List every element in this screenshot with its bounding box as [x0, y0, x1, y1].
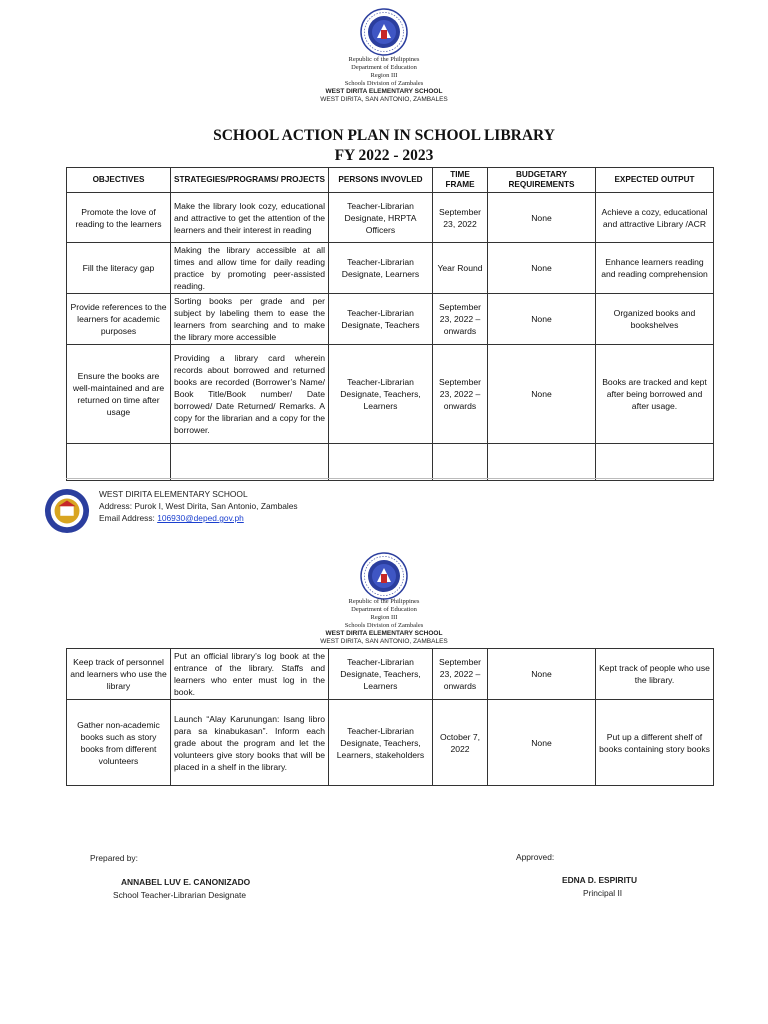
table-row — [67, 294, 714, 345]
table-cell: Providing a library card wherein records about borrowed and returned books are recorded (Borrower’s Name/ Book Title/Book number/ Date borrowed/ Date Returned/ Remarks. A copy for the librarian and a copy for the borrower. — [171, 345, 329, 444]
table-row — [67, 649, 714, 700]
letterhead-line: Department of Education — [351, 606, 417, 613]
footer-school: WEST DIRITA ELEMENTARY SCHOOL — [99, 489, 248, 499]
letterhead-line: Schools Division of Zambales — [344, 622, 424, 629]
table-row-empty — [67, 444, 714, 481]
table-cell: Launch “Alay Karunungan: Isang libro para sa kinabukasan”. Inform each grade about the program and let the volunteers give story books that will be placed in a shelf in the library. — [171, 700, 329, 786]
prepared-label: Prepared by: — [90, 853, 138, 863]
letterhead-school: WEST DIRITA ELEMENTARY SCHOOL — [325, 88, 443, 95]
table-cell: September 23, 2022 – onwards — [433, 294, 488, 345]
letterhead-1 — [0, 56, 768, 104]
prepared-title: School Teacher-Librarian Designate — [113, 890, 246, 900]
table-cell: Ensure the books are well-maintained and are returned on time after usage — [67, 345, 171, 444]
letterhead-2 — [0, 598, 768, 646]
table-cell: Teacher-Librarian Designate, Teachers, Learners, stakeholders — [329, 700, 433, 786]
letterhead-line: Schools Division of Zambales — [344, 80, 424, 87]
approved-title: Principal II — [583, 888, 623, 898]
table-cell: October 7, 2022 — [433, 700, 488, 786]
column-header: TIME FRAME — [433, 168, 488, 193]
deped-seal-icon — [360, 552, 408, 600]
letterhead-school: WEST DIRITA ELEMENTARY SCHOOL — [325, 630, 443, 637]
deped-seal-icon — [360, 8, 408, 56]
page-subtitle: FY 2022 - 2023 — [334, 147, 434, 164]
action-plan-table — [66, 167, 714, 481]
column-header: OBJECTIVES — [67, 168, 171, 193]
table-cell: None — [488, 193, 596, 243]
table-row — [67, 345, 714, 444]
letterhead-line: Department of Education — [351, 64, 417, 71]
prepared-name: ANNABEL LUV E. CANONIZADO — [121, 877, 251, 887]
table-cell: Books are tracked and kept after being borrowed and after usage. — [596, 345, 714, 444]
table-row — [67, 700, 714, 786]
column-header: BUDGETARY REQUIREMENTS — [488, 168, 596, 193]
school-logo-icon — [44, 488, 90, 534]
table-cell: Put up a different shelf of books containing story books — [596, 700, 714, 786]
table-cell: Teacher-Librarian Designate, Teachers, Learners — [329, 345, 433, 444]
table-cell: Keep track of personnel and learners who use the library — [67, 649, 171, 700]
column-header: PERSONS INVOVLED — [329, 168, 433, 193]
table-cell: Sorting books per grade and per subject by labeling them to ease the learners from searching and to make the library more accessible — [171, 294, 329, 345]
email-link[interactable]: 106930@deped.gov.ph — [157, 513, 244, 523]
table-cell: None — [488, 345, 596, 444]
table-cell: Provide references to the learners for academic purposes — [67, 294, 171, 345]
table-cell: Gather non-academic books such as story books from different volunteers — [67, 700, 171, 786]
approved-label: Approved: — [516, 852, 555, 862]
table-cell: September 23, 2022 — [433, 193, 488, 243]
letterhead-line: Region III — [370, 72, 398, 79]
table-cell: Teacher-Librarian Designate, Learners — [329, 243, 433, 294]
page-title: SCHOOL ACTION PLAN IN SCHOOL LIBRARY — [213, 127, 555, 144]
table-cell: Put an official library’s log book at the entrance of the library. Staffs and learners who enter must log in the book. — [171, 649, 329, 700]
table-cell: Making the library accessible at all times and allow time for daily reading practice by promoting peer-assisted reading. — [171, 243, 329, 294]
table-cell: Organized books and bookshelves — [596, 294, 714, 345]
letterhead-line: Republic of the Philippines — [348, 598, 420, 605]
footer-email-line — [99, 512, 298, 524]
table-cell: Teacher-Librarian Designate, Teachers, Learners — [329, 649, 433, 700]
footer-address: Address: Purok I, West Dirita, San Antonio, Zambales — [99, 501, 298, 511]
footer-email-label: Email Address: — [99, 513, 158, 523]
column-header: EXPECTED OUTPUT — [596, 168, 714, 193]
page-divider — [66, 478, 713, 479]
letterhead-address: WEST DIRITA, SAN ANTONIO, ZAMBALES — [320, 96, 448, 103]
table-cell: None — [488, 294, 596, 345]
letterhead-line: Region III — [370, 614, 398, 621]
table-cell: Enhance learners reading and reading comprehension — [596, 243, 714, 294]
table-cell: Fill the literacy gap — [67, 243, 171, 294]
table-cell: Teacher-Librarian Designate, HRPTA Officers — [329, 193, 433, 243]
approved-name: EDNA D. ESPIRITU — [562, 875, 638, 885]
table-cell: Make the library look cozy, educational and attractive to get the attention of the learners and their interest in reading — [171, 193, 329, 243]
table-cell: Promote the love of reading to the learners — [67, 193, 171, 243]
column-header: STRATEGIES/PROGRAMS/ PROJECTS — [171, 168, 329, 193]
table-cell: September 23, 2022 – onwards — [433, 345, 488, 444]
letterhead-line: Republic of the Philippines — [348, 56, 420, 63]
table-cell: Kept track of people who use the library. — [596, 649, 714, 700]
table-row — [67, 243, 714, 294]
table-cell: None — [488, 649, 596, 700]
table-cell: None — [488, 243, 596, 294]
action-plan-table-continued — [66, 648, 714, 786]
letterhead-address: WEST DIRITA, SAN ANTONIO, ZAMBALES — [320, 638, 448, 645]
table-header-row — [67, 168, 714, 193]
table-cell: Year Round — [433, 243, 488, 294]
table-cell: September 23, 2022 – onwards — [433, 649, 488, 700]
table-cell: None — [488, 700, 596, 786]
footer-block — [99, 488, 298, 524]
table-cell: Teacher-Librarian Designate, Teachers — [329, 294, 433, 345]
table-row — [67, 193, 714, 243]
table-cell: Achieve a cozy, educational and attractive Library /ACR — [596, 193, 714, 243]
